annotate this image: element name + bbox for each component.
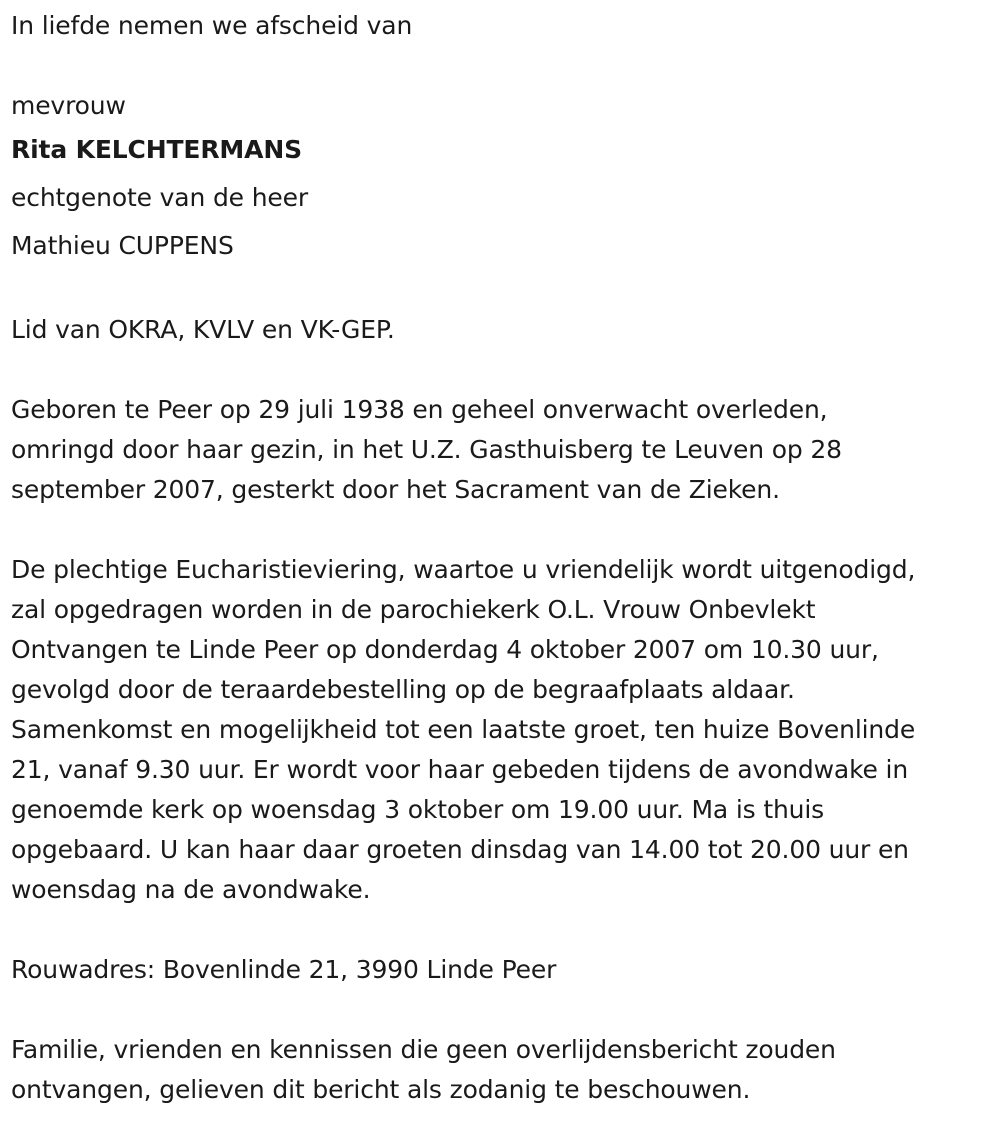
paragraph-line: Familie, vrienden en kennissen die geen overlijdensbericht zouden	[11, 1035, 836, 1064]
paragraph-line: opgebaard. U kan haar daar groeten dinsdag van 14.00 tot 20.00 uur en	[11, 835, 909, 864]
paragraph-line: omringd door haar gezin, in het U.Z. Gasthuisberg te Leuven op 28	[11, 435, 842, 464]
paragraph-line: zal opgedragen worden in de parochiekerk O.L. Vrouw Onbevlekt	[11, 595, 816, 624]
spouse-name: Mathieu CUPPENS	[11, 231, 234, 260]
ceremony-paragraph	[11, 550, 992, 910]
paragraph-line: gevolgd door de teraardebestelling op de begraafplaats aldaar.	[11, 675, 795, 704]
relation-text: echtgenote van de heer	[11, 183, 308, 212]
paragraph-line: De plechtige Eucharistieviering, waartoe u vriendelijk wordt uitgenodigd,	[11, 555, 916, 584]
paragraph-line: september 2007, gesterkt door het Sacrament van de Zieken.	[11, 475, 780, 504]
spacer	[11, 990, 992, 1030]
paragraph-line: Ontvangen te Linde Peer op donderdag 4 oktober 2007 om 10.30 uur,	[11, 635, 879, 664]
spacer	[11, 350, 992, 390]
paragraph-line: Samenkomst en mogelijkheid tot een laatste groet, ten huize Bovenlinde	[11, 715, 916, 744]
paragraph-line: ontvangen, gelieven dit bericht als zodanig te beschouwen.	[11, 1075, 751, 1104]
spacer	[11, 510, 992, 550]
spacer	[11, 270, 992, 310]
paragraph-line: genoemde kerk op woensdag 3 oktober om 19.00 uur. Ma is thuis	[11, 795, 825, 824]
paragraph-line: 21, vanaf 9.30 uur. Er wordt voor haar gebeden tijdens de avondwake in	[11, 755, 909, 784]
closing-paragraph	[11, 1030, 992, 1110]
spacer	[11, 910, 992, 950]
paragraph-line: woensdag na de avondwake.	[11, 875, 371, 904]
birth-death-paragraph	[11, 390, 992, 510]
intro-text: In liefde nemen we afscheid van	[11, 11, 413, 40]
mourning-address: Rouwadres: Bovenlinde 21, 3990 Linde Peer	[11, 955, 557, 984]
salutation: mevrouw	[11, 91, 126, 120]
spacer	[11, 46, 992, 86]
paragraph-line: Geboren te Peer op 29 juli 1938 en geheel onverwacht overleden,	[11, 395, 828, 424]
deceased-name: Rita KELCHTERMANS	[11, 135, 302, 164]
membership-text: Lid van OKRA, KVLV en VK-GEP.	[11, 315, 395, 344]
